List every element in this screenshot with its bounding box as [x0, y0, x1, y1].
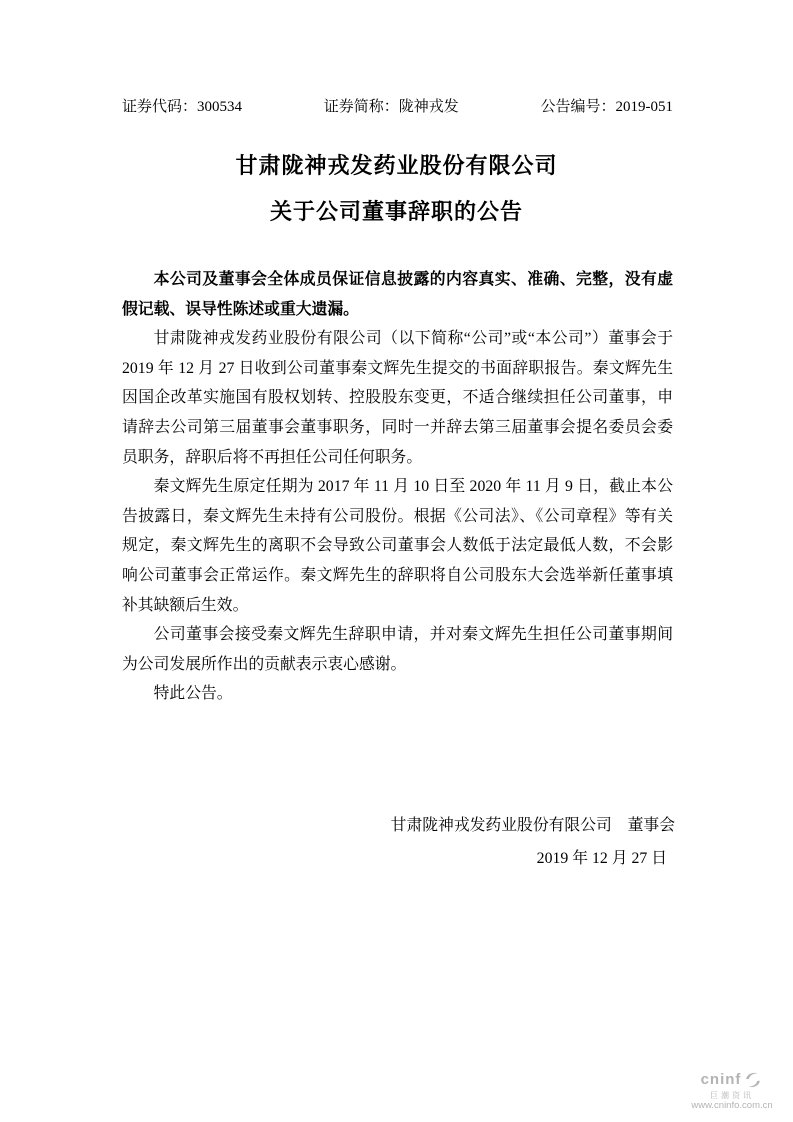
signature-block [391, 811, 675, 873]
page-title-subject: 关于公司董事辞职的公告 [269, 199, 523, 224]
document-body [122, 265, 673, 709]
cninfo-brand-row [677, 1070, 787, 1090]
cninfo-url: www.cninfo.com.cn [691, 1100, 773, 1112]
cninfo-watermark [677, 1070, 787, 1112]
cninfo-swirl-icon [743, 1070, 763, 1090]
body-paragraph: 秦文辉先生原定任期为 2017 年 11 月 10 日至 2020 年 11 月 9 日，截止本公告披露日，秦文辉先生未持有公司股份。根据《公司法》、《公司章程》等有关规定，秦文辉先生的离职不会导致公司董事会人数低于法定最低人数，不会影响公司董事会正常运作。秦文辉先生的辞职将自公司股东大会选举新任董事填补其缺额后生效。 [122, 478, 673, 614]
security-short-name: 证券简称：陇神戎发 [323, 99, 459, 115]
body-paragraph: 甘肃陇神戎发药业股份有限公司（以下简称“公司”或“本公司”）董事会于 2019 年 12 月 27 日收到公司董事秦文辉先生提交的书面辞职报告。秦文辉先生因国企改革实施国有股权划转、控股股东变更，不适合继续担任公司董事，申请辞去公司第三届董事会董事职务，同时一并辞去第三届董事会提名委员会委员职务，辞职后将不再担任公司任何职务。 [122, 330, 673, 466]
disclaimer-paragraph: 本公司及董事会全体成员保证信息披露的内容真实、准确、完整，没有虚假记载、误导性陈述或重大遗漏。 [122, 271, 673, 318]
body-paragraph: 公司董事会接受秦文辉先生辞职申请，并对秦文辉先生担任公司董事期间为公司发展所作出的贡献表示衷心感谢。 [122, 626, 673, 673]
document-header [122, 95, 673, 116]
security-code: 证券代码：300534 [122, 99, 243, 115]
signature-date: 2019 年 12 月 27 日 [536, 849, 667, 867]
cninfo-brand-text: cninf [700, 1071, 742, 1089]
page-title-company: 甘肃陇神戎发药业股份有限公司 [235, 153, 558, 178]
signature-company: 甘肃陇神戎发药业股份有限公司 董事会 [390, 817, 675, 834]
cninfo-chinese-name: 巨潮资讯 [710, 1090, 754, 1100]
closing-statement: 特此公告。 [153, 685, 233, 703]
announcement-number: 公告编号：2019-051 [540, 99, 673, 115]
